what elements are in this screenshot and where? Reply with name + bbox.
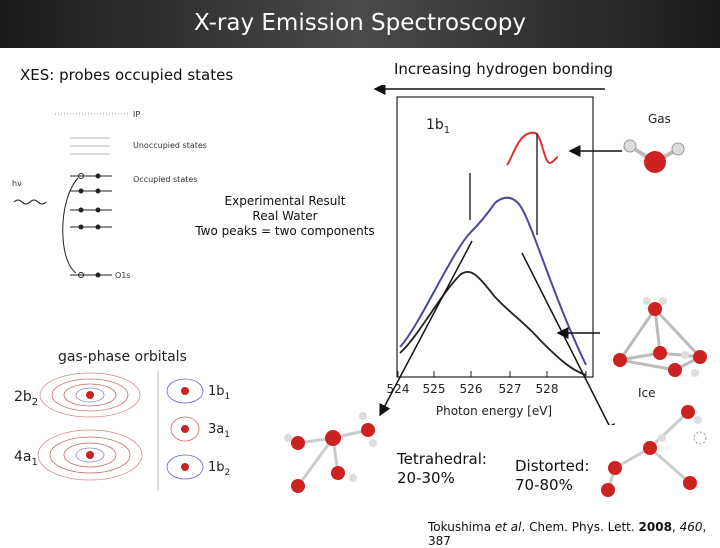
gas-label: Gas (648, 112, 671, 126)
tetrahedral-line-1: Tetrahedral: (397, 450, 487, 468)
increasing-label: Increasing hydrogen bonding (394, 60, 614, 78)
tick-524: 524 (386, 382, 410, 396)
subtitle: XES: probes occupied states (20, 66, 234, 84)
tick-525: 525 (422, 382, 446, 396)
gas-spectrum (507, 133, 558, 165)
experimental-note (190, 194, 380, 239)
orbital-label-1b2: $1b_2$ (208, 460, 231, 478)
distorted-cluster (590, 398, 715, 508)
tick-526: 526 (459, 382, 483, 396)
peak-label-1b1: $1b_1$ (426, 117, 451, 136)
occupied-label: Occupied states (133, 175, 198, 184)
gas-phase-orbitals (10, 343, 240, 495)
experimental-line-1: Experimental Result (224, 194, 346, 208)
orbital-label-4a1: $4a_1$ (14, 449, 38, 468)
orbital-label-3a1: $3a_1$ (208, 422, 230, 440)
ip-label: IP (133, 110, 141, 119)
tetrahedral-line-2: 20-30% (397, 469, 455, 487)
distorted-line-1: Distorted: (515, 457, 590, 475)
x-axis-label: Photon energy [eV] (435, 404, 553, 418)
tetrahedral-label (397, 450, 487, 488)
experimental-line-2: Real Water (252, 209, 318, 223)
tick-528: 528 (535, 382, 559, 396)
orbitals-title: gas-phase orbitals (58, 349, 187, 365)
tetrahedral-cluster (278, 408, 388, 508)
ice-cluster (605, 295, 720, 390)
tick-527: 527 (498, 382, 522, 396)
citation: Tokushima et al. Chem. Phys. Lett. 2008, 460, 387 (428, 520, 707, 548)
slide-title: X-ray Emission Spectroscopy (194, 10, 526, 36)
unoccupied-label: Unoccupied states (133, 141, 207, 150)
gas-molecule (615, 136, 695, 186)
distorted-line-2: 70-80% (515, 476, 573, 494)
orbital-label-1b1: $1b_1$ (208, 384, 231, 402)
ice-label: Ice (638, 386, 656, 400)
o1s-label: O1s (115, 271, 131, 280)
experimental-line-3: Two peaks = two components (195, 224, 375, 238)
hv-label: hν (12, 179, 22, 188)
distorted-label (515, 457, 589, 495)
water-spectrum (400, 198, 586, 365)
orbital-label-2b2: $2b_2$ (14, 389, 39, 408)
